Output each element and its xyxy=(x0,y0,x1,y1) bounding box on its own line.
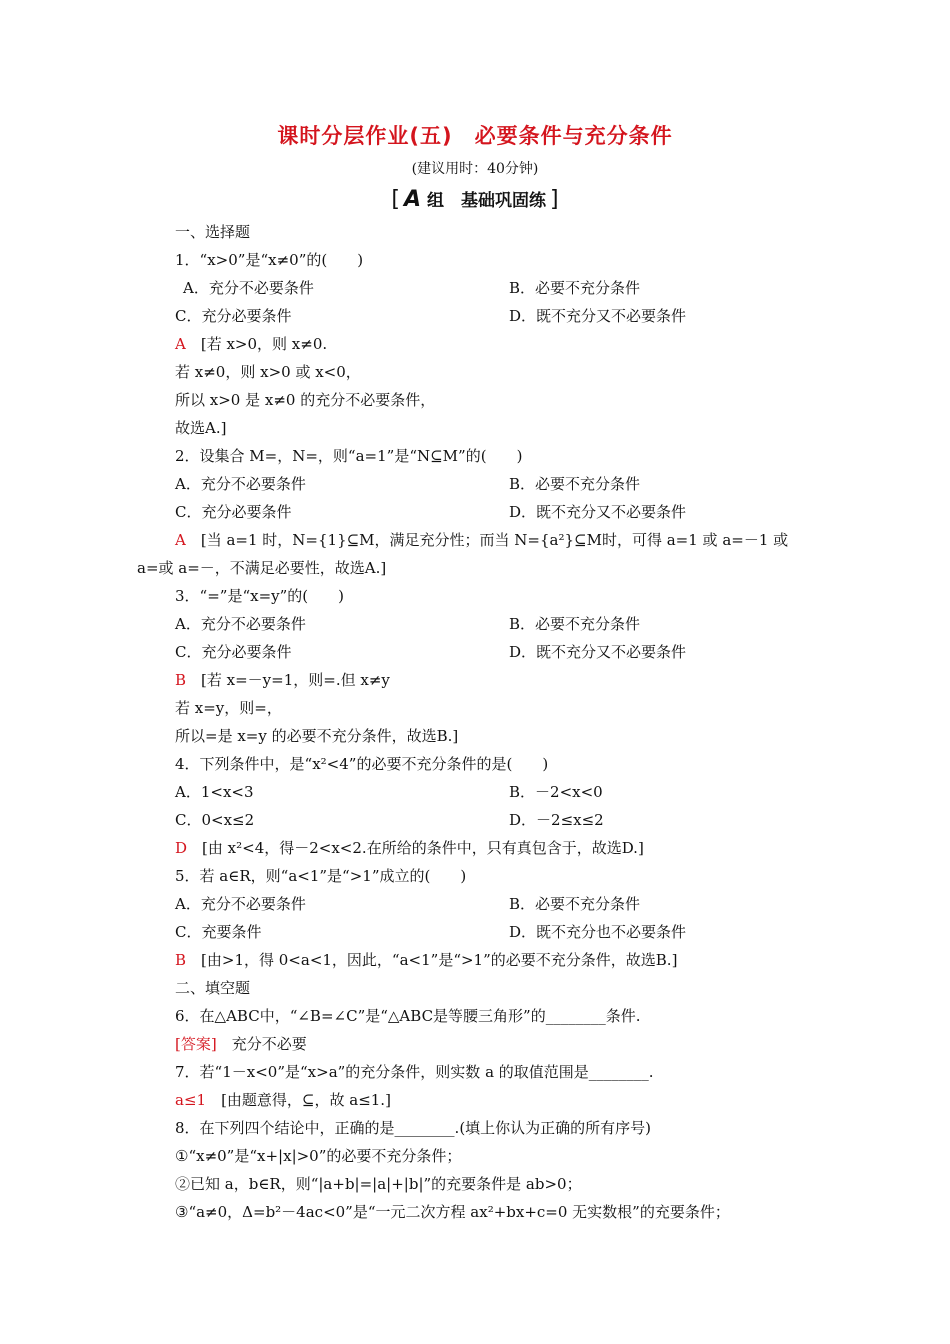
text-line xyxy=(175,362,361,382)
line-text: 8．在下列四个结论中，正确的是________.(填上你认为正确的所有序号) xyxy=(175,1119,652,1137)
line-text: C．充分必要条件 xyxy=(175,307,292,325)
answer-label: B xyxy=(175,671,187,689)
group-bracket-left: [ xyxy=(391,187,400,212)
text-line xyxy=(175,922,261,942)
line-text: [当 a=1 时，N={1}⊆M，满足充分性；而当 N={a²}⊆M时，可得 a=1 或 a=－1 或 xyxy=(185,531,789,549)
answer-label: a≤1 xyxy=(175,1091,207,1109)
line-text: A．1<x<3 xyxy=(175,783,254,801)
line-text: C．充分必要条件 xyxy=(175,503,292,521)
line-text: B．必要不充分条件 xyxy=(509,895,641,913)
text-line xyxy=(175,1146,461,1166)
text-line xyxy=(183,278,314,298)
text-line xyxy=(175,1118,651,1138)
text-line xyxy=(175,670,390,690)
line-text: 3．“=”是“x=y”的( ) xyxy=(175,587,344,605)
text-line xyxy=(175,838,644,858)
group-heading xyxy=(0,186,950,212)
text-line xyxy=(175,754,548,774)
text-line xyxy=(509,306,686,326)
line-text: ②已知 a，b∈R，则“|a+b|=|a|+|b|”的充要条件是 ab>0； xyxy=(175,1175,582,1193)
text-line xyxy=(175,978,250,998)
time-suggestion: (建议用时：40分钟) xyxy=(411,161,539,177)
line-text: D．－2≤x≤2 xyxy=(509,811,604,829)
text-line xyxy=(175,894,306,914)
text-line xyxy=(175,502,291,522)
text-line xyxy=(509,474,640,494)
line-text: [由>1，得 0<a<1，因此，“a<1”是“>1”的必要不充分条件，故选B.] xyxy=(186,951,678,969)
line-text: 1．“x>0”是“x≠0”的( ) xyxy=(175,251,364,269)
line-text: 充分不必要 xyxy=(216,1035,307,1053)
text-line xyxy=(509,614,640,634)
line-text: B．必要不充分条件 xyxy=(509,475,641,493)
line-text: 若 x≠0，则 x>0 或 x<0， xyxy=(175,363,361,381)
group-bracket-right: ] xyxy=(550,187,559,212)
page-title: 课时分层作业(五) 必要条件与充分条件 xyxy=(277,124,673,148)
text-line xyxy=(509,642,686,662)
line-text: C．充要条件 xyxy=(175,923,262,941)
line-text: D．既不充分又不必要条件 xyxy=(509,307,687,325)
text-line xyxy=(175,1062,654,1082)
line-text: C．充分必要条件 xyxy=(175,643,292,661)
line-text: D．既不充分又不必要条件 xyxy=(509,503,687,521)
text-line xyxy=(509,810,604,830)
text-line xyxy=(175,390,435,410)
text-line xyxy=(175,1090,391,1110)
text-line xyxy=(175,222,250,242)
text-line xyxy=(175,810,254,830)
text-line xyxy=(509,894,640,914)
text-line xyxy=(175,1006,641,1026)
line-text: A．充分不必要条件 xyxy=(183,279,314,297)
line-text: 若 x=y，则=， xyxy=(175,699,282,717)
line-text: C．0<x≤2 xyxy=(175,811,255,829)
text-line xyxy=(175,782,254,802)
answer-label: B xyxy=(175,951,187,969)
line-text: ③“a≠0，Δ=b²－4ac<0”是“一元二次方程 ax²+bx+c=0 无实数根”的充要条件； xyxy=(175,1203,730,1221)
text-line xyxy=(175,586,344,606)
line-text: 二、填空题 xyxy=(175,979,251,997)
line-text: a=或 a=－，不满足必要性，故选A.] xyxy=(137,559,387,577)
line-text: 2．设集合 M=，N=，则“a=1”是“N⊆M”的( ) xyxy=(175,447,523,465)
answer-label: A xyxy=(175,335,186,353)
line-text: B．－2<x<0 xyxy=(509,783,603,801)
line-text: 7．若“1－x<0”是“x>a”的充分条件，则实数 a 的取值范围是________. xyxy=(175,1063,654,1081)
text-line xyxy=(175,698,282,718)
line-text: [由题意得，⊆，故 a≤1.] xyxy=(206,1091,391,1109)
text-line xyxy=(175,250,363,270)
text-line xyxy=(175,1202,730,1222)
text-line xyxy=(175,474,306,494)
line-text: 6．在△ABC中，“∠B=∠C”是“△ABC是等腰三角形”的________条件. xyxy=(175,1007,641,1025)
text-line xyxy=(175,446,522,466)
text-line xyxy=(175,334,327,354)
text-line xyxy=(509,502,686,522)
line-text: 5．若 a∈R，则“a<1”是“>1”成立的( ) xyxy=(175,867,467,885)
group-letter: A xyxy=(403,187,422,212)
line-text: A．充分不必要条件 xyxy=(175,475,306,493)
line-text: 故选A.] xyxy=(175,419,227,437)
text-line xyxy=(175,418,226,438)
answer-label: [答案] xyxy=(175,1035,217,1053)
line-text: D．既不充分也不必要条件 xyxy=(509,923,687,941)
text-line xyxy=(509,782,603,802)
text-line xyxy=(175,530,788,550)
text-line xyxy=(509,278,640,298)
text-line xyxy=(175,642,291,662)
line-text: ①“x≠0”是“x+|x|>0”的必要不充分条件； xyxy=(175,1147,462,1165)
group-label: 组 基础巩固练 xyxy=(427,191,547,211)
text-line xyxy=(175,866,466,886)
answer-label: A xyxy=(175,531,186,549)
line-text: B．必要不充分条件 xyxy=(509,615,641,633)
line-text: [若 x>0，则 x≠0. xyxy=(185,335,328,353)
line-text: A．充分不必要条件 xyxy=(175,895,306,913)
text-line xyxy=(137,558,386,578)
line-text: B．必要不充分条件 xyxy=(509,279,641,297)
text-line xyxy=(175,614,306,634)
line-text: 4．下列条件中，是“x²<4”的必要不充分条件的是( ) xyxy=(175,755,549,773)
line-text: [由 x²<4，得－2<x<2.在所给的条件中，只有真包含于，故选D.] xyxy=(187,839,644,857)
text-line xyxy=(175,1174,582,1194)
answer-label: D xyxy=(175,839,188,857)
line-text: 所以=是 x=y 的必要不充分条件，故选B.] xyxy=(175,727,459,745)
text-line xyxy=(175,726,458,746)
text-line xyxy=(509,922,686,942)
text-line xyxy=(175,950,677,970)
line-text: D．既不充分又不必要条件 xyxy=(509,643,687,661)
line-text: 一、选择题 xyxy=(175,223,251,241)
text-line xyxy=(175,1034,307,1054)
line-text: 所以 x>0 是 x≠0 的充分不必要条件， xyxy=(175,391,436,409)
line-text: A．充分不必要条件 xyxy=(175,615,306,633)
line-text: [若 x=－y=1，则=.但 x≠y xyxy=(186,671,390,689)
text-line xyxy=(175,306,291,326)
